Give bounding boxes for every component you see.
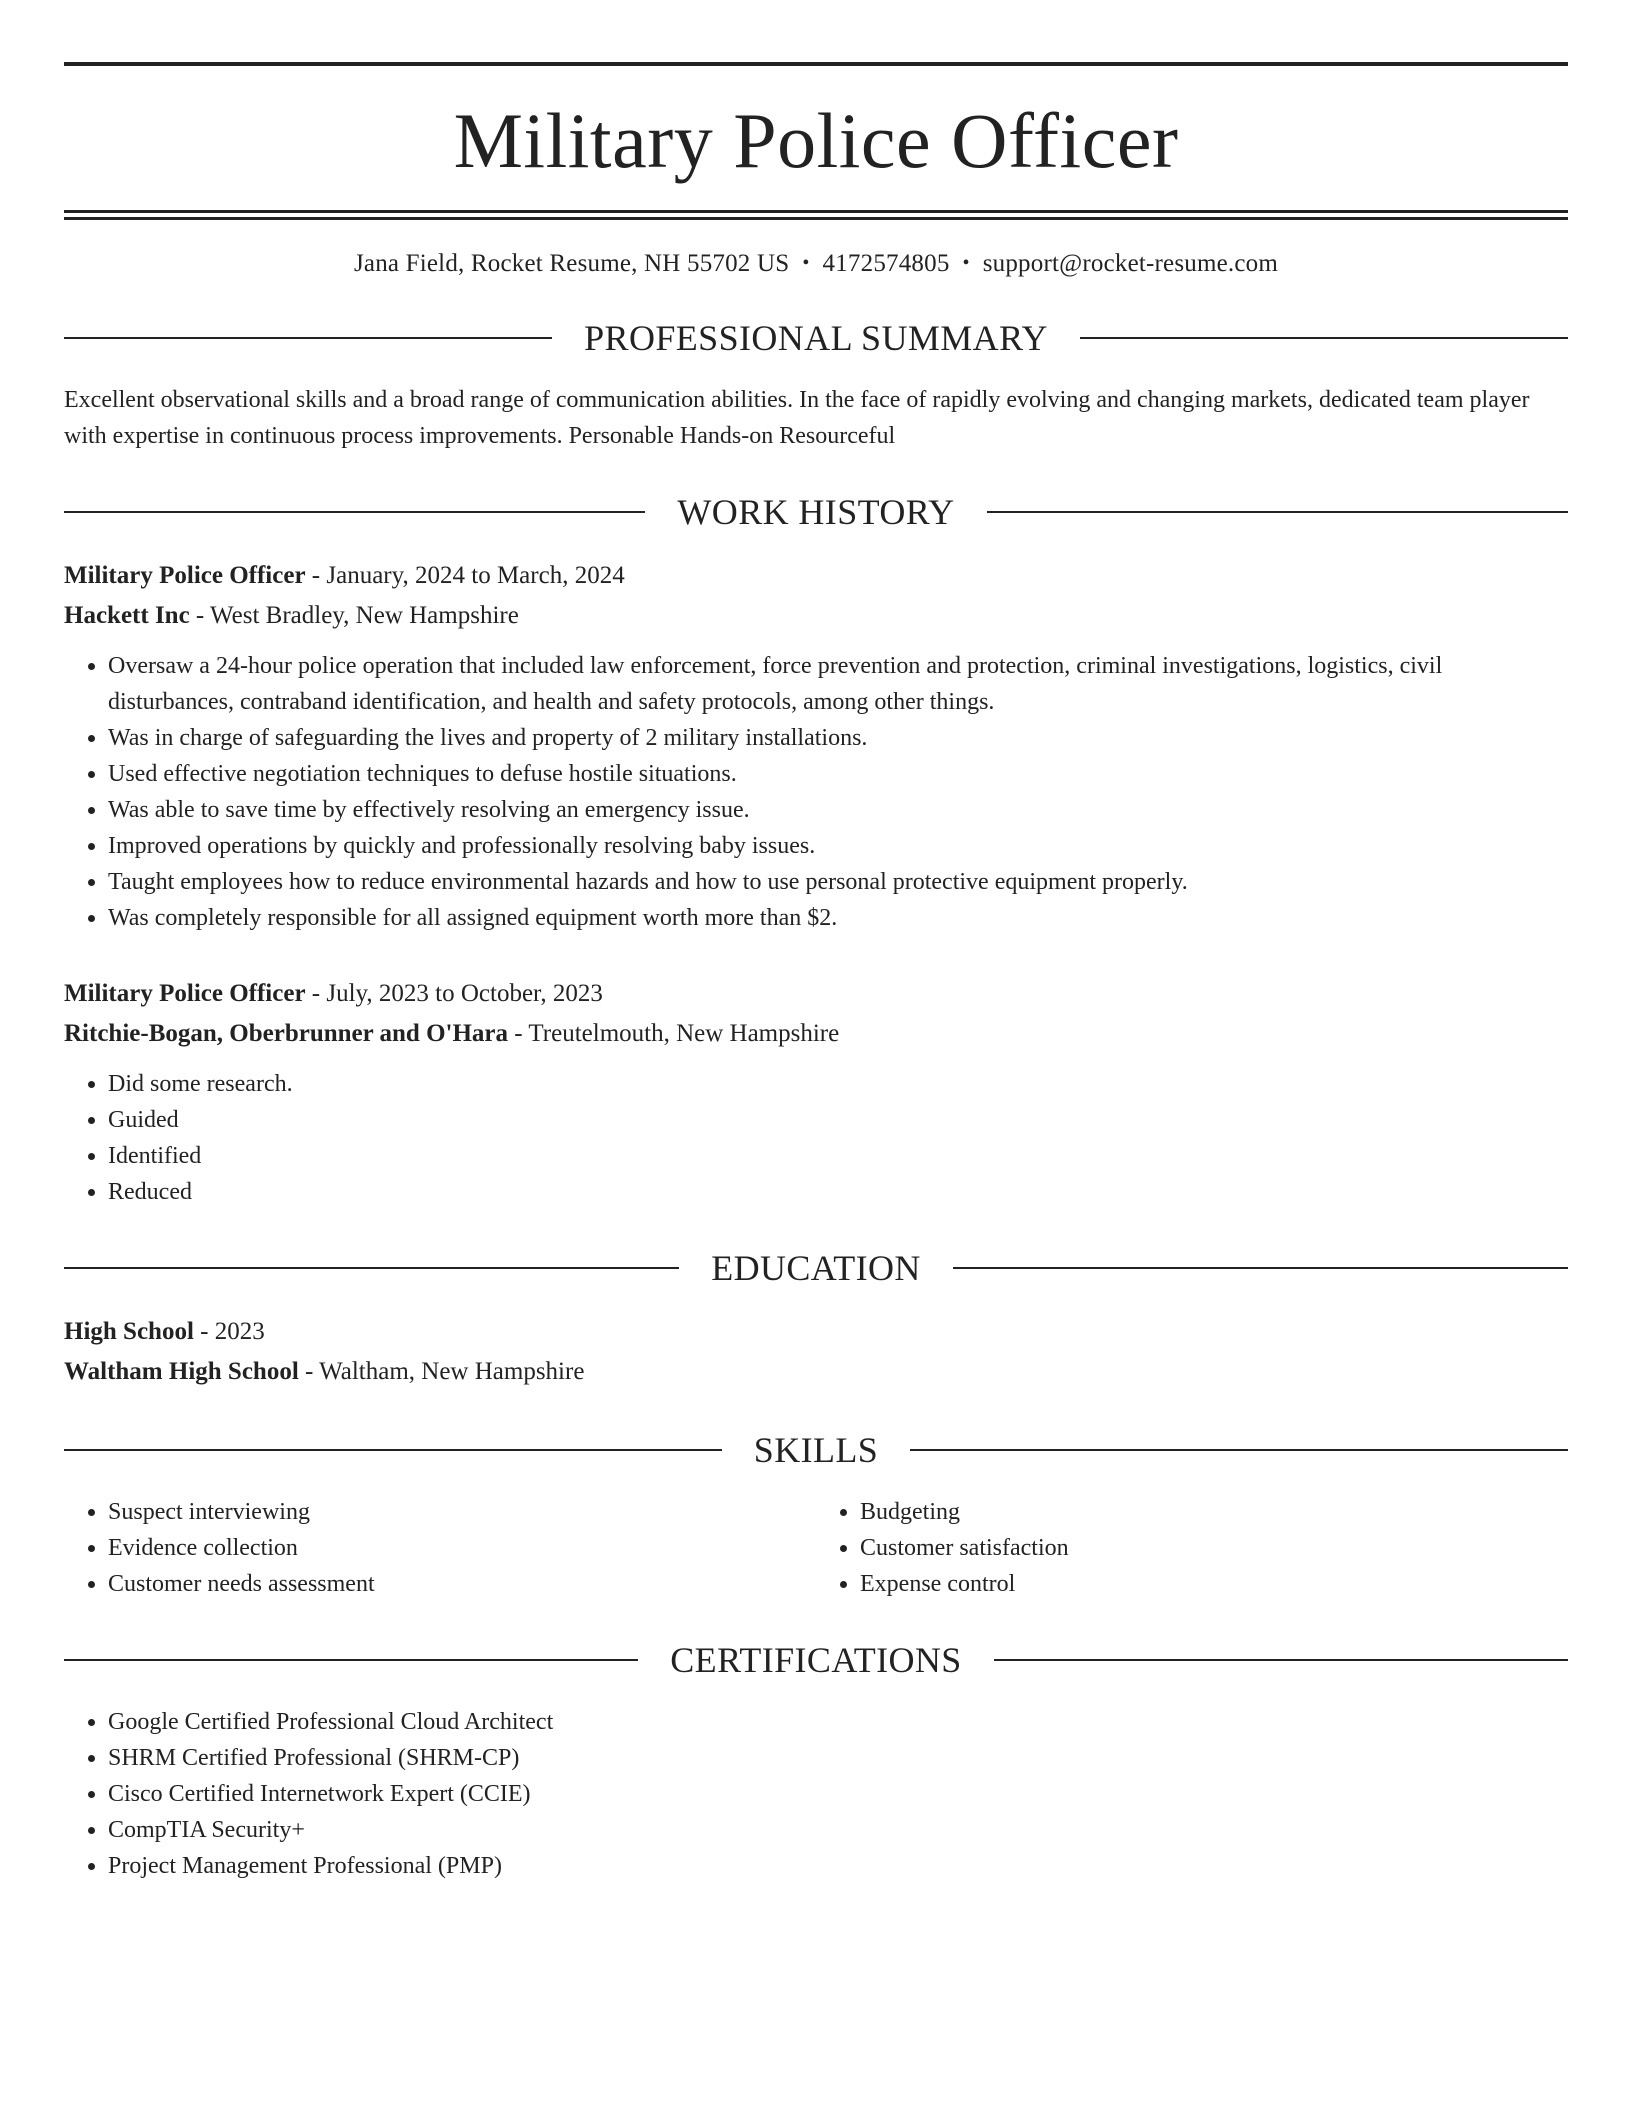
list-item: • Was able to save time by effectively resolving an emergency issue. (108, 792, 1568, 828)
header-double-rule (64, 210, 1568, 213)
heading-rule-left (64, 1449, 722, 1451)
job-bullets (64, 648, 1568, 936)
list-item: • CompTIA Security+ (108, 1812, 1568, 1848)
section-heading-summary (64, 318, 1568, 358)
list-item: • Was in charge of safeguarding the lives and property of 2 military installations. (108, 720, 1568, 756)
section-heading-certifications (64, 1640, 1568, 1680)
job-company: Hackett Inc (64, 602, 190, 629)
heading-rule-right (987, 511, 1568, 513)
skills-columns (64, 1494, 1568, 1602)
summary-text: Excellent observational skills and a broad range of communication abilities. In the face of rapidly evolving and changing markets, dedicated team player with expertise in continuous process improvements. Personable Hands-on Resourceful (64, 387, 1530, 449)
list-item: • Evidence collection (108, 1530, 816, 1566)
job-location: - West Bradley, New Hampshire (189, 602, 519, 629)
heading-rule-right (1080, 337, 1568, 339)
list-item: • Customer satisfaction (860, 1530, 1568, 1566)
list-item: • Used effective negotiation techniques to defuse hostile situations. (108, 756, 1568, 792)
section-title: CERTIFICATIONS (670, 1640, 962, 1680)
education-entry (64, 1312, 1568, 1392)
list-item: • Google Certified Professional Cloud Architect (108, 1704, 1568, 1740)
job-company-line (64, 1014, 1568, 1054)
list-item: • Identified (108, 1138, 1568, 1174)
job-title-line (64, 974, 1568, 1014)
section-heading-skills (64, 1430, 1568, 1470)
job-location: - Treutelmouth, New Hampshire (508, 1020, 840, 1047)
list-item: • Improved operations by quickly and professionally resolving baby issues. (108, 828, 1568, 864)
list-item: • Oversaw a 24-hour police operation that included law enforcement, force prevention and protection, criminal investigations, logistics, civil disturbances, contraband identification, and health and safety protocols, among other things. (108, 648, 1568, 720)
list-item: • SHRM Certified Professional (SHRM-CP) (108, 1740, 1568, 1776)
skills-list-left (64, 1494, 816, 1602)
section-title: PROFESSIONAL SUMMARY (584, 318, 1048, 358)
job-title: Military Police Officer (64, 980, 306, 1007)
section-heading-education (64, 1248, 1568, 1288)
heading-rule-left (64, 337, 552, 339)
contact-email[interactable]: support@rocket-resume.com (982, 250, 1279, 277)
contact-phone[interactable]: 4172574805 (822, 250, 950, 277)
list-item: • Taught employees how to reduce environmental hazards and how to use personal protective equipment properly. (108, 864, 1568, 900)
page-title: Military Police Officer (453, 97, 1179, 184)
section-heading-work-history (64, 492, 1568, 532)
contact-address: Jana Field, Rocket Resume, NH 55702 US (353, 250, 790, 277)
contact-line (64, 249, 1568, 280)
education-degree: High School (64, 1318, 194, 1345)
list-item: • Cisco Certified Internetwork Expert (CCIE) (108, 1776, 1568, 1812)
list-item: • Suspect interviewing (108, 1494, 816, 1530)
list-item: • Project Management Professional (PMP) (108, 1848, 1568, 1884)
contact-separator: • (962, 252, 970, 274)
section-title: SKILLS (753, 1430, 879, 1470)
list-item: • Reduced (108, 1174, 1568, 1210)
heading-rule-right (910, 1449, 1568, 1451)
contact-separator: • (802, 252, 810, 274)
job-dates: - January, 2024 to March, 2024 (305, 562, 625, 589)
list-item: • Guided (108, 1102, 1568, 1138)
job-bullets (64, 1066, 1568, 1210)
list-item: • Budgeting (860, 1494, 1568, 1530)
section-title: WORK HISTORY (677, 492, 955, 532)
job-dates: - July, 2023 to October, 2023 (305, 980, 603, 1007)
list-item: • Did some research. (108, 1066, 1568, 1102)
section-title: EDUCATION (711, 1248, 921, 1288)
heading-rule-left (64, 511, 645, 513)
heading-rule-left (64, 1659, 638, 1661)
job-entry (64, 974, 1568, 1210)
job-title: Military Police Officer (64, 562, 306, 589)
education-location: - Waltham, New Hampshire (298, 1358, 585, 1385)
list-item: • Customer needs assessment (108, 1566, 816, 1602)
education-school: Waltham High School (64, 1358, 299, 1385)
education-school-line (64, 1352, 1568, 1392)
list-item: • Was completely responsible for all assigned equipment worth more than $2. (108, 900, 1568, 936)
education-year: - 2023 (193, 1318, 265, 1345)
education-degree-line (64, 1312, 1568, 1352)
job-company-line (64, 596, 1568, 636)
certifications-list-wrap (64, 1704, 1568, 1884)
heading-rule-right (953, 1267, 1568, 1269)
skills-list-right (816, 1494, 1568, 1602)
job-title-line (64, 556, 1568, 596)
job-entry (64, 556, 1568, 936)
list-item: • Expense control (860, 1566, 1568, 1602)
job-company: Ritchie-Bogan, Oberbrunner and O'Hara (64, 1020, 509, 1047)
heading-rule-right (994, 1659, 1568, 1661)
heading-rule-left (64, 1267, 679, 1269)
certifications-list (64, 1704, 1568, 1884)
